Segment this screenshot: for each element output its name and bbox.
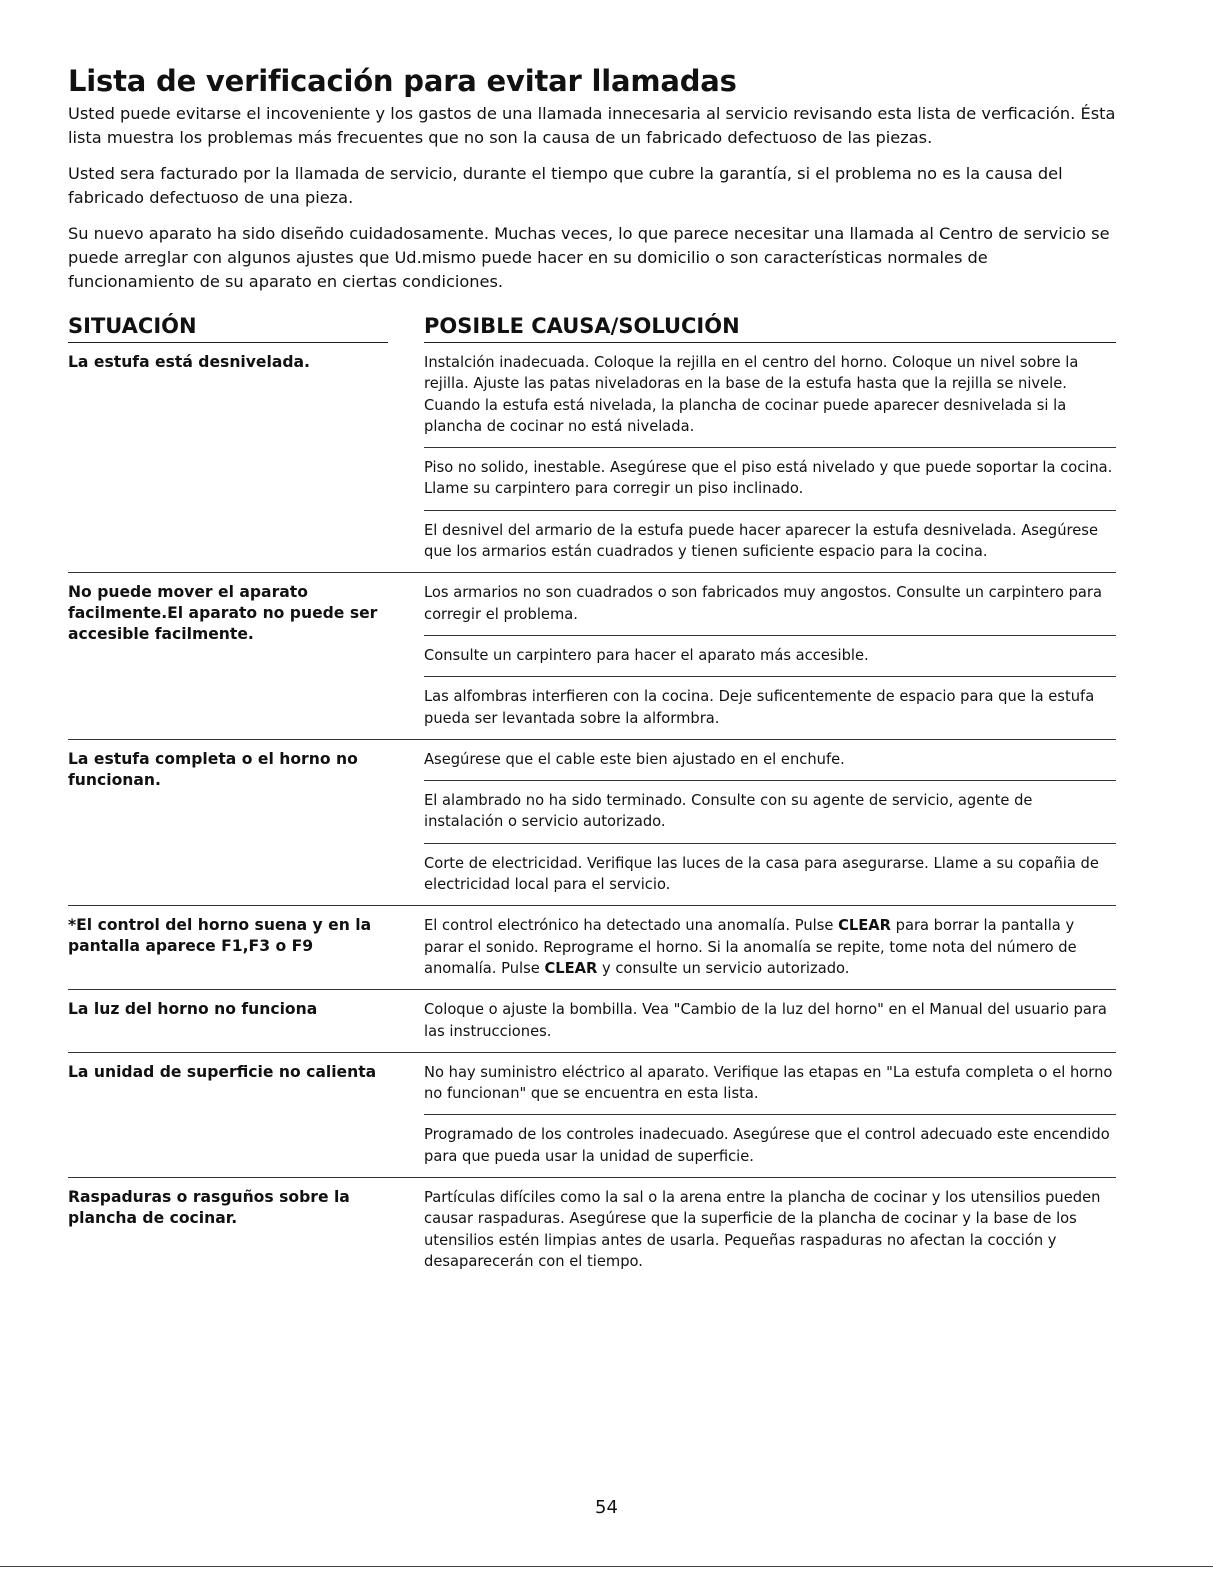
cause-text: para borrar la pantalla y parar el sonido. Reprograme el horno. Si la anomalía se repite, tome nota del número de anomalía. Pulse [424, 917, 1077, 977]
page-title: Lista de verificación para evitar llamadas [68, 64, 737, 98]
situation-cell: La luz del horno no funciona [68, 1000, 318, 1019]
cause-item: Las alfombras interfieren con la cocina. Deje suficentemente de espacio para que la estufa pueda ser levantada sobre la alformbra. [424, 688, 1095, 727]
cause-item: Piso no solido, inestable. Asegúrese que el piso está nivelado y que puede soportar la cocina. Llame su carpintero para corregir un piso inclinado. [424, 448, 1116, 511]
cause-item: Los armarios no son cuadrados o son fabricados muy angostos. Consulte un carpintero para corregir el problema. [424, 573, 1116, 636]
table-row [68, 1053, 1116, 1178]
causes-cell [424, 343, 1116, 572]
cause-header: POSIBLE CAUSA/SOLUCIÓN [424, 312, 1116, 343]
cause-text: El control electrónico ha detectado una anomalía. Pulse [424, 917, 839, 935]
bottom-rule [0, 1566, 1213, 1567]
cause-item: Partículas difíciles como la sal o la arena entre la plancha de cocinar y los utensilios pueden causar raspaduras. Asegúrese que la superficie de la plancha de cocinar y la base de los utensilios estén limpias antes de usarla. Pequeñas raspaduras no afectan la cocción y desaparecerán con el tiempo. [424, 1189, 1101, 1270]
causes-cell [424, 1178, 1116, 1282]
situation-cell: Raspaduras o rasguños sobre la plancha de cocinar. [68, 1188, 350, 1228]
clear-key-label: CLEAR [544, 959, 598, 977]
intro-paragraph: Usted sera facturado por la llamada de servicio, durante el tiempo que cubre la garantía, si el problema no es la causa del fabricado defectuoso de una pieza. [68, 164, 1063, 207]
intro-paragraph: Usted puede evitarse el incoveniente y los gastos de una llamada innecesaria al servicio revisando esta lista de verficación. Ésta lista muestra los problemas más frecuentes que no son la causa de un fabricado defectuoso de las piezas. [68, 104, 1116, 147]
intro [68, 102, 1116, 294]
table-row [68, 740, 1116, 906]
table-row [68, 990, 1116, 1053]
causes-cell [424, 1053, 1116, 1177]
table-row [68, 343, 1116, 573]
causes-cell [424, 990, 1116, 1052]
causes-cell [424, 740, 1116, 905]
cause-item: Coloque o ajuste la bombilla. Vea "Cambio de la luz del horno" en el Manual del usuario para las instrucciones. [424, 1001, 1107, 1040]
cause-item: Programado de los controles inadecuado. Asegúrese que el control adecuado este encendido para que pueda usar la unidad de superficie. [424, 1126, 1110, 1165]
situation-cell: *El control del horno suena y en la pantalla aparece F1,F3 o F9 [68, 916, 372, 956]
situation-cell: La estufa está desnivelada. [68, 353, 310, 371]
clear-key-label: CLEAR [838, 917, 891, 935]
cause-item [424, 906, 1116, 989]
situation-cell: No puede mover el aparato facilmente.El aparato no puede ser accesible facilmente. [68, 583, 378, 644]
causes-cell [424, 573, 1116, 738]
cause-text: y consulte un servicio autorizado. [597, 959, 850, 977]
situation-cell: La estufa completa o el horno no funcionan. [68, 749, 358, 789]
cause-item: Asegúrese que el cable este bien ajustado en el enchufe. [424, 740, 1116, 781]
cause-item: El desnivel del armario de la estufa puede hacer aparecer la estufa desnivelada. Asegúrese que los armarios están cuadrados y tienen suficiente espacio para la cocina. [424, 521, 1098, 561]
situation-cell: La unidad de superficie no calienta [68, 1062, 377, 1081]
cause-item: Consulte un carpintero para hacer el aparato más accesible. [424, 636, 1116, 677]
cause-item: No hay suministro eléctrico al aparato. Verifique las etapas en "La estufa completa o el horno no funcionan" que se encuentra en esta lista. [424, 1053, 1116, 1116]
causes-cell [424, 906, 1116, 989]
table-header [68, 312, 1116, 343]
situation-header: SITUACIÓN [68, 312, 388, 343]
cause-item: El alambrado no ha sido terminado. Consulte con su agente de servicio, agente de instalación o servicio autorizado. [424, 781, 1116, 844]
intro-paragraph: Su nuevo aparato ha sido diseñdo cuidadosamente. Muchas veces, lo que parece necesitar una llamada al Centro de servicio se puede arreglar con algunos ajustes que Ud.mismo puede hacer en su domicilio o son características normales de funcionamiento de su aparato en ciertas condiciones. [68, 224, 1110, 291]
cause-item: Instalción inadecuada. Coloque la rejilla en el centro del horno. Coloque un nivel sobre la rejilla. Ajuste las patas niveladoras en la base de la estufa hasta que la rejilla se nivele. Cuando la estufa está nivelada, la plancha de cocinar puede aparecer desnivelada si la plancha de cocinar no está nivelada. [424, 343, 1116, 448]
page-number: 54 [595, 1497, 618, 1518]
cause-item: Corte de electricidad. Verifique las luces de la casa para asegurarse. Llame a su copañia de electricidad local para el servicio. [424, 854, 1099, 894]
table-row [68, 1178, 1116, 1282]
table-row [68, 573, 1116, 739]
table-row [68, 906, 1116, 990]
page [68, 62, 1116, 1282]
